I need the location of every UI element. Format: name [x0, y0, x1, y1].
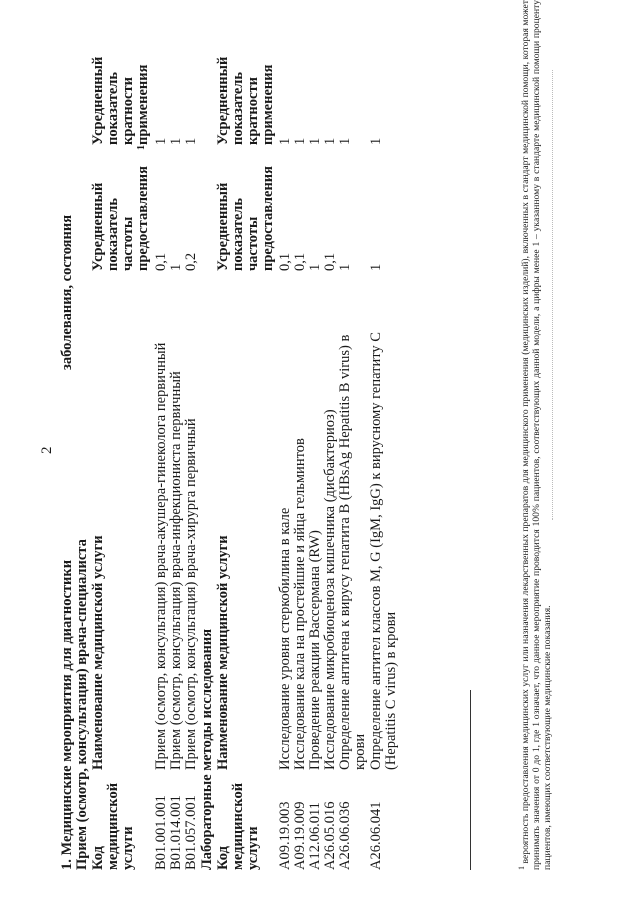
t2-row-3-name: Исследование микробиоценоза кишечника (дисбактериоз)	[322, 409, 338, 770]
t2-row-3-freq: 0,1	[322, 252, 338, 271]
t2-row-5-freq: 1	[368, 263, 384, 271]
footnote-body: вероятность предоставления медицинских услуг или назначения лекарственных препаратов для медицинского применения (медицинских изделий), включенных в стандарт медицинской помощи, которая может принимать значения от 0 до 1, где 1 означает, что данное мероприятие проводится 100% пациентов, соответствующих данной модели, а цифры менее 1 – указанному в стандарте медицинской помощи проценту пациентов, имеющих соответствующие медицинские показания.	[520, 0, 554, 870]
t1-row-1-name: Прием (осмотр, консультация) врача-инфекциониста первичный	[168, 371, 184, 770]
lab-subheading: Лабораторные методы исследования	[199, 628, 215, 870]
t2-row-2-name: Проведение реакции Вассермана (RW)	[307, 530, 323, 770]
t2-header-freq-2: показатель	[230, 197, 246, 271]
t2-row-2-code: A12.06.011	[307, 802, 323, 870]
t2-header-code-3: услуги	[245, 826, 261, 870]
t2-row-1-mult: 1	[292, 137, 308, 145]
t2-header-code-1: Код	[215, 846, 231, 870]
t1-row-0-freq: 0,1	[153, 252, 169, 271]
t2-row-1-name: Исследование кала на простейшие и яйца гельминтов	[292, 438, 308, 770]
t2-row-0-mult: 1	[277, 137, 293, 145]
t2-row-5-name-1: Определение антител классов M, G (IgM, IgG) к вирусному гепатиту C	[368, 332, 384, 770]
footnote-text-marker: 1	[517, 866, 526, 870]
section-heading-end: заболевания, состояния	[59, 214, 75, 370]
t2-row-4-code: A26.06.036	[337, 801, 353, 870]
t1-row-2-mult: 1	[183, 137, 199, 145]
t1-header-code-2: медицинской	[105, 782, 121, 870]
t1-row-2-name: Прием (осмотр, консультация) врача-хирурга первичный	[183, 418, 199, 770]
t2-header-mult-4: применения	[260, 64, 276, 145]
t1-header-mult-3: кратности	[120, 77, 136, 145]
t2-row-1-freq: 0,1	[292, 252, 308, 271]
t1-header-freq-3: частоты	[120, 216, 136, 271]
t2-row-4-name-2: крови	[352, 733, 368, 770]
t1-row-1-code: B01.014.001	[168, 795, 184, 870]
t2-row-4-name-1: Определение антигена к вирусу гепатита B (HBsAg Hepatitis B virus) в	[337, 334, 353, 770]
t1-header-freq-1: Усредненный	[90, 182, 106, 271]
footnote-separator	[470, 690, 471, 870]
t1-row-2-code: B01.057.001	[183, 795, 199, 870]
t1-row-1-mult: 1	[168, 137, 184, 145]
t2-row-5-code: A26.06.041	[368, 801, 384, 870]
t2-header-mult-1: Усредненный	[215, 56, 231, 145]
t2-header-freq-1: Усредненный	[215, 182, 231, 271]
t2-header-freq-3: частоты	[245, 216, 261, 271]
t2-row-4-mult: 1	[337, 137, 353, 145]
t2-row-0-name: Исследование уровня стеркобилина в кале	[277, 507, 293, 770]
t1-header-mult-4: применения	[135, 64, 151, 145]
footnote-text	[516, 0, 553, 870]
t2-header-freq-4: предоставления	[260, 166, 276, 271]
t1-header-mult-2: показатель	[105, 71, 121, 145]
t2-row-5-mult: 1	[368, 137, 384, 145]
page-number: 2	[39, 446, 55, 454]
t2-header-name: Наименование медицинской услуги	[215, 535, 231, 770]
t2-row-2-freq: 1	[307, 263, 323, 271]
t1-header-code-3: услуги	[120, 826, 136, 870]
t2-row-0-code: A09.19.003	[277, 801, 293, 870]
t1-row-0-mult: 1	[153, 137, 169, 145]
t1-header-name: Наименование медицинской услуги	[90, 535, 106, 770]
t2-row-3-code: A26.05.016	[322, 801, 338, 870]
t2-row-2-mult: 1	[307, 137, 323, 145]
t2-row-0-freq: 0,1	[277, 252, 293, 271]
t1-row-0-name: Прием (осмотр, консультация) врача-акушера-гинеколога первичный	[153, 342, 169, 770]
t1-header-freq-2: показатель	[105, 197, 121, 271]
t2-header-mult-2: показатель	[230, 71, 246, 145]
t2-row-3-mult: 1	[322, 137, 338, 145]
t2-header-mult-3: кратности	[245, 77, 261, 145]
t2-row-4-freq: 1	[337, 263, 353, 271]
t1-header-code-1: Код	[90, 846, 106, 870]
t2-row-1-code: A09.19.009	[292, 801, 308, 870]
t1-row-2-freq: 0,2	[183, 252, 199, 271]
section-heading: 1. Медицинские мероприятия для диагностики	[59, 559, 75, 870]
consultations-subheading: Прием (осмотр, консультация) врача-специалиста	[74, 539, 90, 870]
t2-header-code-2: медицинской	[230, 782, 246, 870]
t1-header-mult-1: Усредненный	[90, 56, 106, 145]
t1-row-0-code: B01.001.001	[153, 795, 169, 870]
footnote-marker: 1	[136, 145, 147, 150]
t1-header-freq-4: предоставления	[135, 166, 151, 271]
t2-row-5-name-2: (Hepatitis C virus) в крови	[383, 611, 399, 770]
t1-row-1-freq: 1	[168, 263, 184, 271]
